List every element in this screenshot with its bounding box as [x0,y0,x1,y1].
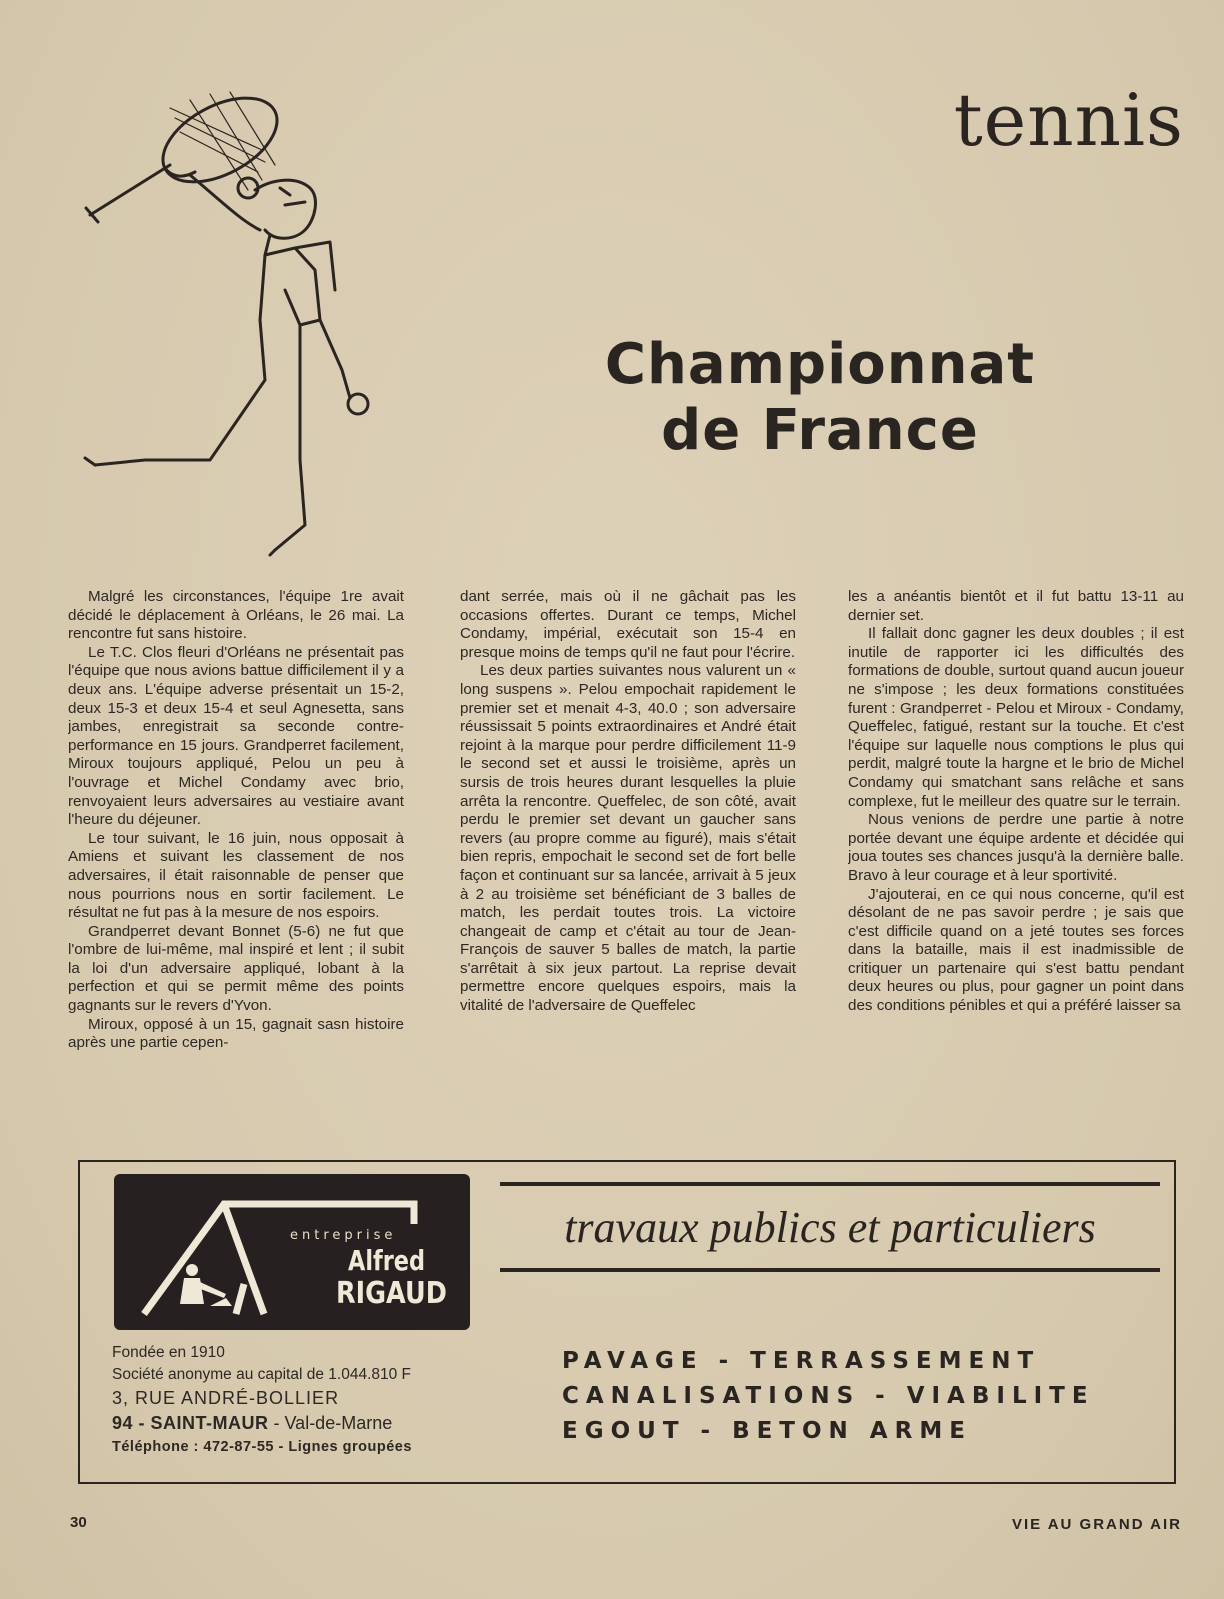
capital-text: Société anonyme au capital de 1.044.810 F [112,1366,412,1383]
paragraph: Miroux, opposé à un 15, gagnait sasn histoire après une partie cepen- [68,1015,404,1052]
magazine-name: VIE AU GRAND AIR [1011,1516,1182,1533]
paragraph: Grandperret devant Bonnet (5-6) ne fut que l'ombre de lui-même, mal inspiré et lent ; il subit la loi d'un adversaire appliqué, lobant à la perfection et qui se permit même des points gagnants sur le revers d'Yvon. [68,922,404,1015]
ad-rule-bottom [500,1268,1160,1272]
text-column-1 [68,588,404,1128]
service-line: PAVAGE - TERRASSEMENT [562,1348,1041,1374]
logo-small-text: entreprise [290,1228,397,1243]
service-line: CANALISATIONS - VIABILITE [562,1383,1095,1409]
advertisement [78,1160,1176,1484]
company-logo [114,1174,470,1330]
title-line-1: Championnat [604,332,1036,397]
paragraph: Les deux parties suivantes nous valurent un « long suspens ». Pelou empochait rapidement le premier set et menait 4-3, 40.0 ; son adversaire réussissait 5 points extraordinaires et André était rejoint à la marque pour perdre difficilement 11-9 le second set et aussi le troisième, après un sursis de trois heures durant lesquelles la pluie arrêta la rencontre. Queffelec, de son côté, avait perdu le premier set devant un gaucher sans revers (au propre comme au figuré), mais s'était bien repris, empochait le second set de fort belle façon et continuant sur sa lancée, arrivait à 5 jeux à 2 au troisième set bénéficiant de 3 balles de match, les perdait toutes trois. La victoire changeait de camp et c'était au tour de Jean-François de sauver 5 balles de match, la partie s'arrêtait à six jeux partout. La reprise devait permettre encore quelques espoirs, mais la vitalité de l'adversaire de Queffelec [460,662,796,1015]
services-list [562,1344,1095,1449]
phone-text: Téléphone : 472-87-55 - Lignes groupées [112,1439,412,1455]
section-label: tennis [953,78,1184,162]
city-bold: 94 - SAINT-MAUR [112,1413,269,1433]
logo-name-2: RIGAUD [336,1276,447,1311]
article-title [560,332,1080,464]
paragraph: Malgré les circonstances, l'équipe 1re avait décidé le déplacement à Orléans, le 26 mai. La rencontre fut sans histoire. [68,588,404,643]
service-line: EGOUT - BETON ARME [562,1418,972,1444]
founded-text: Fondée en 1910 [112,1344,225,1361]
address-text: 3, RUE ANDRÉ-BOLLIER [112,1388,340,1408]
text-column-2 [460,588,796,1128]
paragraph: Le T.C. Clos fleuri d'Orléans ne présentait pas l'équipe que nous avions battue difficilement il y a deux ans. L'équipe adverse présentait un 15-2, deux 15-3 et deux 15-4 et seul Agnesetta, sans jambes, enregistrait sa seconde contre-performance en 15 jours. Grandperret facilement, Miroux toujours appliqué, Pelou un peu à l'ouvrage et Michel Condamy avec brio, renvoyaient leurs adversaires au vestiaire avant l'heure du déjeuner. [68,643,404,829]
ad-tagline: travaux publics et particuliers [564,1203,1096,1252]
text-column-3 [848,588,1184,1128]
city-rest: - Val-de-Marne [268,1413,393,1433]
paragraph: les a anéantis bientôt et il fut battu 13-11 au dernier set. [848,588,1184,624]
ad-rule-top [500,1182,1160,1186]
paragraph: Il fallait donc gagner les deux doubles ; il est inutile de rapporter ici les difficultés des formations de double, surtout quand aucun joueur ne s'impose ; les deux formations constituées furent : Grandperret - Pelou et Miroux - Condamy, Queffelec, fatigué, restant sur la touche. Et c'est l'équipe sur laquelle nous comptions le plus qui perdit, malgré toute la hargne et le brio de Michel Condamy qui smatchant sans relâche et sans complexe, fut le meilleur des quatre sur le terrain. [848,625,1184,810]
tennis-player-illustration [70,80,410,580]
city-text [112,1411,412,1436]
page-number: 30 [70,1514,87,1531]
paragraph: Nous venions de perdre une partie à notre portée devant une équipe ardente et décidée qui joua toutes ses chances jusqu'à la dernière balle. Bravo à leur courage et à leur sportivité. [848,811,1184,884]
title-line-2: de France [661,398,979,463]
paragraph: J'ajouterai, en ce qui nous concerne, qu'il est désolant de ne pas savoir perdre ; je sais que c'est difficile quand on a jeté toutes ses forces dans la bataille, mais il est inadmissible de critiquer un partenaire qui s'est battu pendant deux heures ou plus, pour gagner un point dans des conditions pénibles et qui a préféré laisser sa [848,885,1184,1015]
paragraph: dant serrée, mais où il ne gâchait pas les occasions offertes. Durant ce temps, Michel Condamy, impérial, exécutait son 15-4 en presque moins de temps qu'il ne faut pour l'écrire. [460,588,796,661]
paragraph: Le tour suivant, le 16 juin, nous opposait à Amiens et suivant les classement de nos adversaires, il était raisonnable de penser que nous pourrions nous en sortir facilement. Le résultat ne fut pas à la mesure de nos espoirs. [68,829,404,922]
company-details [112,1342,412,1458]
logo-name-1: Alfred [348,1244,426,1277]
